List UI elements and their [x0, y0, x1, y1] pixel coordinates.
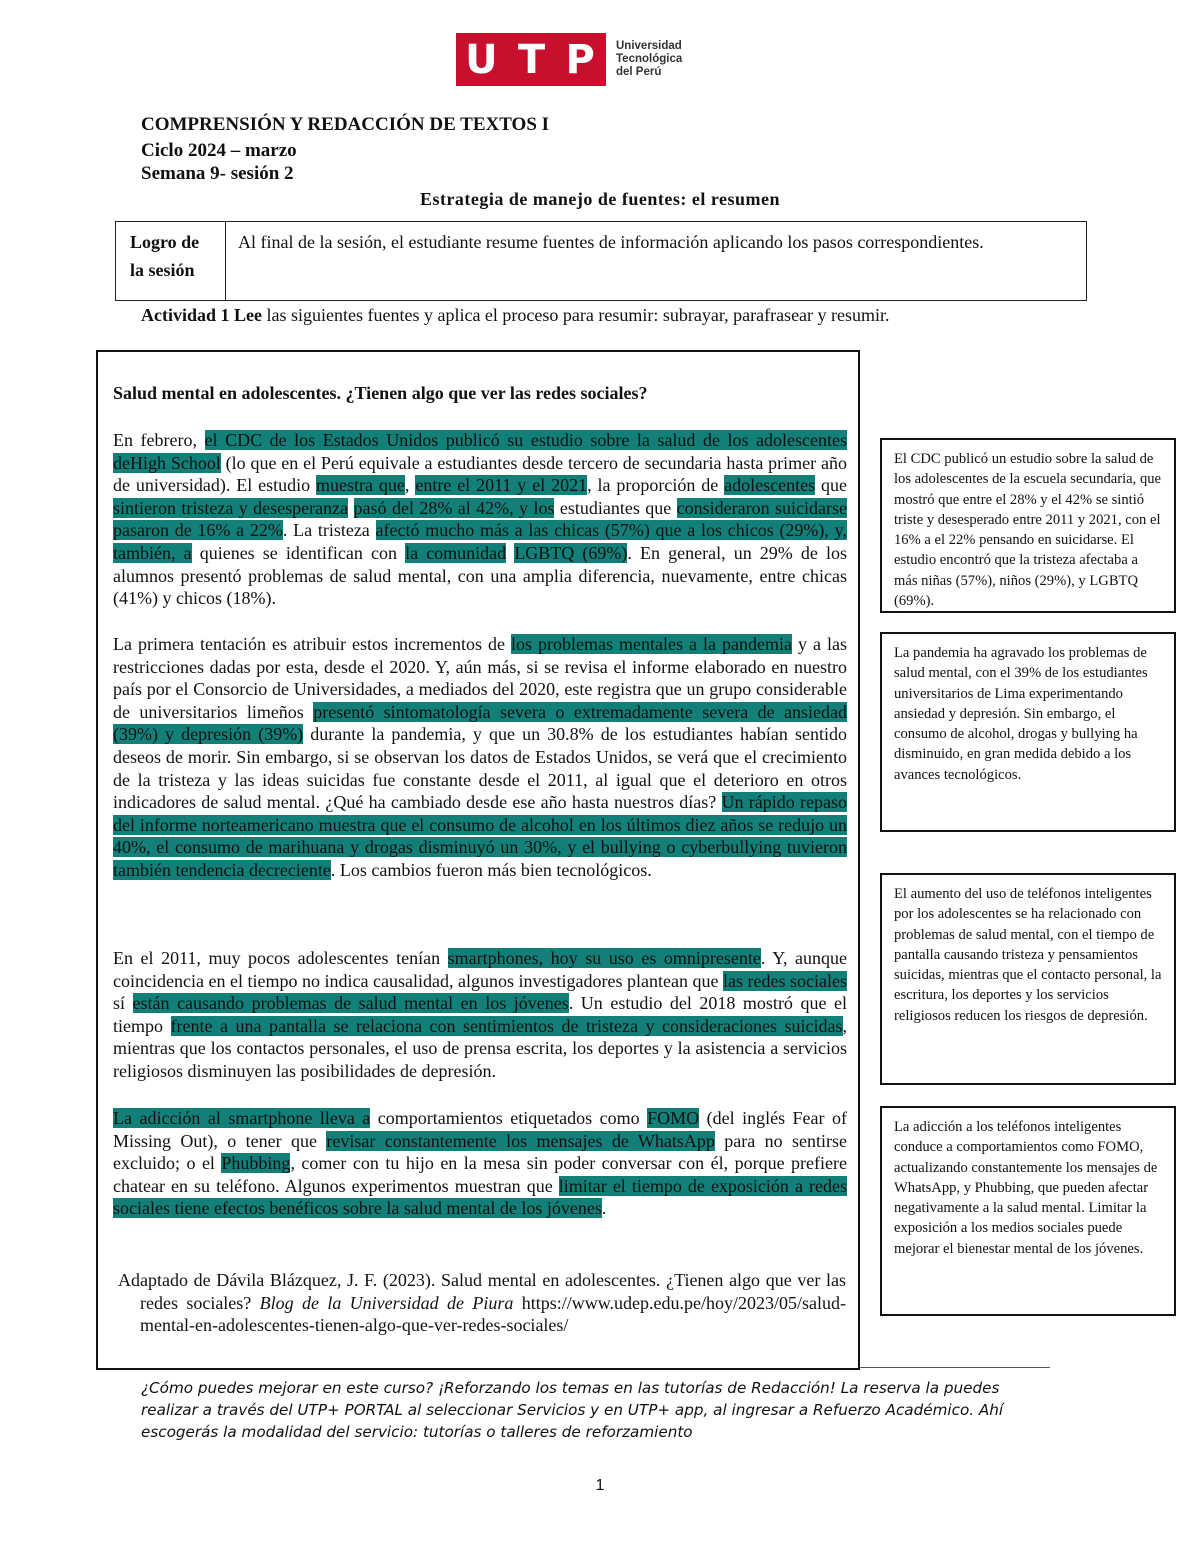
body-text: . En general, un 29% de los alumnos presentó problemas de salud mental, con una amplia diferencia, nuevamente, entre chicas (41%) y chicos (18%). [113, 542, 848, 609]
activity-text: las siguientes fuentes y aplica el proceso para resumir: subrayar, parafrasear y resumir. [262, 305, 890, 325]
article-paragraph-4 [113, 1107, 847, 1220]
highlighted-text: revisar constantemente los mensajes de WhatsApp [326, 1130, 715, 1151]
body-text: . Un estudio del 2018 mostró que el tiempo [113, 993, 847, 1036]
highlighted-text: afectó mucho más a las chicas (57%) que a los chicos (29%), y, también, a [113, 520, 847, 563]
body-text: En febrero, [113, 430, 205, 450]
body-text: En el 2011, muy pocos adolescentes tenían [113, 948, 448, 968]
highlighted-text: pasó del 28% al 42%, y los [353, 497, 555, 518]
highlighted-text: High School [130, 452, 221, 473]
highlighted-text: LGBTQ (69%) [514, 542, 628, 563]
body-text: (lo que en el Perú equivale a estudiantes desde tercero de secundaria hasta primer año de universidad). El estudio [113, 452, 847, 496]
footnote-separator [860, 1367, 1050, 1368]
logo-line-1: Universidad [616, 40, 682, 52]
page-number: 1 [595, 1477, 605, 1494]
logo-wordmark [616, 40, 682, 79]
body-text: . [601, 1198, 607, 1219]
highlighted-text: presentó sintomatología severa o extremadamente severa de ansiedad (39%) y depresión (39%) [113, 701, 847, 745]
footnote: ¿Cómo puedes mejorar en este curso? ¡Reforzando los temas en las tutorías de Redacción! La reserva la puedes realizar a través del UTP+ PORTAL al seleccionar Servicios y en UTP+ app, al ingresar a Refuerzo Académico. Ahí escogerás la modalidad del servicio: tutorías o talleres de reforzamiento [141, 1379, 1004, 1441]
citation-source: Blog de la Universidad de Piura [259, 1292, 514, 1313]
article-paragraph-2 [113, 633, 847, 882]
highlighted-text: adolescentes [724, 475, 816, 496]
article-paragraph-3 [113, 947, 847, 1083]
highlighted-text: las redes sociales [723, 970, 848, 991]
highlighted-text: entre el 2011 y el 2021 [415, 475, 588, 496]
citation-text: Adaptado de Dávila Blázquez, J. F. (2023). Salud mental en adolescentes. ¿Tienen algo que ver las redes sociales? [118, 1270, 846, 1313]
body-text: que [815, 475, 847, 496]
body-text: , mientras que los contactos personales, el uso de prensa escrita, los deportes y la asistencia a servicios religiosos disminuyen las posibilidades de depresión. [113, 1015, 847, 1081]
highlighted-text: el CDC de los Estados Unidos publicó su estudio sobre la salud de los adolescentes de [113, 430, 847, 473]
highlighted-text: sintieron tristeza y desesperanza [113, 497, 349, 518]
body-text: . La tristeza [282, 520, 376, 541]
body-text: , comer con tu hijo en la mesa sin poder conversar con él, porque prefiere chatear en su teléfono. Algunos experimentos muestran que [113, 1153, 847, 1196]
body-text: durante la pandemia, y que un 30.8% de los estudiantes habían sentido deseos de morir. Sin embargo, si se observan los datos de Estados Unidos, se verá que el crecimiento de la tristeza y las ideas suicidas fue constante desde el 2011, al igual que el deterioro en otros indicadores de salud mental. ¿Qué ha cambiado desde ese año hasta nuestros días? [113, 724, 847, 813]
course-title: COMPRENSIÓN Y REDACCIÓN DE TEXTOS I [141, 114, 550, 135]
body-text: y a las restricciones dadas por esta, desde el 2020. Y, aún más, si se revisa el informe elaborado en nuestro país por el Consorcio de Universidades, a mediados del 2020, este registra que un grupo considerable de universitarios limeños [113, 634, 847, 722]
highlighted-text: smartphones, hoy su uso es omnipresente [447, 948, 761, 968]
activity-label: Actividad 1 Lee [141, 305, 262, 325]
logo-letter-u: U [465, 36, 500, 83]
summary-box-2: La pandemia ha agravado los problemas de salud mental, con el 39% de los estudiantes universitarios de Lima experimentando ansiedad y depresión. Sin embargo, el consumo de alcohol, drogas y bullying ha disminuido, en gran medida debido a los avances tecnológicos. [880, 632, 1176, 832]
logo-line-2: Tecnológica [616, 53, 683, 65]
highlighted-text: muestra que [316, 475, 405, 496]
utp-logo [456, 33, 682, 86]
body-text [348, 498, 353, 518]
highlighted-text: limitar el tiempo de exposición a redes sociales tiene efectos benéficos sobre la salud mental de los jóvenes [113, 1175, 847, 1219]
body-text: para no sentirse excluido; o el [113, 1130, 847, 1174]
logo-letter-t: T [517, 36, 548, 83]
logo-line-3: del Perú [616, 66, 662, 78]
body-text: (del inglés Fear of Missing Out), o tener que [113, 1108, 847, 1151]
citation-url: https://www.udep.edu.pe/hoy/2023/05/salud-mental-en-adolescentes-tienen-algo-que-ver-redes-sociales/ [140, 1292, 846, 1336]
page-title: Estrategia de manejo de fuentes: el resumen [419, 189, 781, 209]
activity-instruction [141, 305, 890, 326]
week-label: Semana 9- sesión 2 [141, 163, 294, 184]
article-title: Salud mental en adolescentes. ¿Tienen algo que ver las redes sociales? [113, 383, 648, 403]
highlighted-text: Un rápido repaso del informe norteamericano muestra que el consumo de alcohol en los últimos diez años se redujo un 40%, el consumo de marihuana y drogas disminuyó un 30%, y el bullying o cyberbullying tuvieron también tendencia decreciente [113, 792, 847, 880]
highlighted-text: La adicción al smartphone lleva a [113, 1108, 371, 1128]
article-paragraph-1 [113, 429, 847, 610]
highlighted-text: consideraron suicidarse pasaron de 16% a 22% [113, 497, 848, 541]
highlighted-text: los problemas mentales a la pandemia [510, 634, 792, 654]
logo-letter-p: P [565, 36, 597, 83]
utp-logo-mark [456, 33, 606, 86]
body-text: comportamientos etiquetados como [370, 1108, 648, 1128]
summary-box-1: El CDC publicó un estudio sobre la salud de los adolescentes de la escuela secundaria, que mostró que entre el 28% y el 42% se sintió triste y desesperado entre 2011 y 2021, con el 16% a el 22% pensando en suicidarse. El estudio encontró que la tristeza afectaba a más niñas (57%), niños (29%), y LGBTQ (69%). [880, 438, 1176, 613]
learning-goal-label: Logro de la sesión [116, 222, 226, 300]
highlighted-text: FOMO [647, 1108, 700, 1128]
body-text: quienes se identifican con [191, 542, 406, 563]
body-text: estudiantes que [554, 497, 677, 518]
highlighted-text: están causando problemas de salud mental en los jóvenes [132, 993, 569, 1014]
body-text: , la proporción de [587, 475, 725, 496]
cycle-label: Ciclo 2024 – marzo [141, 140, 297, 161]
body-text: . Y, aunque coincidencia en el tiempo no indica causalidad, algunos investigadores plantean que [113, 948, 847, 991]
highlighted-text: la comunidad [405, 542, 507, 563]
summary-box-3: El aumento del uso de teléfonos inteligentes por los adolescentes se ha relacionado con problemas de salud mental, con el tiempo de pantalla causando tristeza y pensamientos suicidas, mientras que el contacto personal, la escritura, los deportes y los servicios religiosos reducen los riesgos de depresión. [880, 873, 1176, 1085]
body-text: La primera tentación es atribuir estos incrementos de [113, 634, 511, 654]
body-text: . Los cambios fueron más bien tecnológicos. [330, 859, 652, 880]
body-text: , [404, 475, 416, 496]
summary-box-4: La adicción a los teléfonos inteligentes conduce a comportamientos como FOMO, actualizando constantemente los mensajes de WhatsApp, y Phubbing, que pueden afectar negativamente a la salud mental. Limitar la exposición a los medios sociales puede mejorar el bienestar mental de los jóvenes. [880, 1106, 1176, 1316]
learning-goal-text: Al final de la sesión, el estudiante resume fuentes de información aplicando los pasos correspondientes. [238, 232, 984, 252]
body-text: sí [113, 993, 133, 1014]
highlighted-text: frente a una pantalla se relaciona con sentimientos de tristeza y consideraciones suicidas [170, 1015, 843, 1036]
highlighted-text: Phubbing [221, 1153, 291, 1174]
learning-goal-table [115, 221, 1087, 301]
article-citation [118, 1269, 846, 1337]
